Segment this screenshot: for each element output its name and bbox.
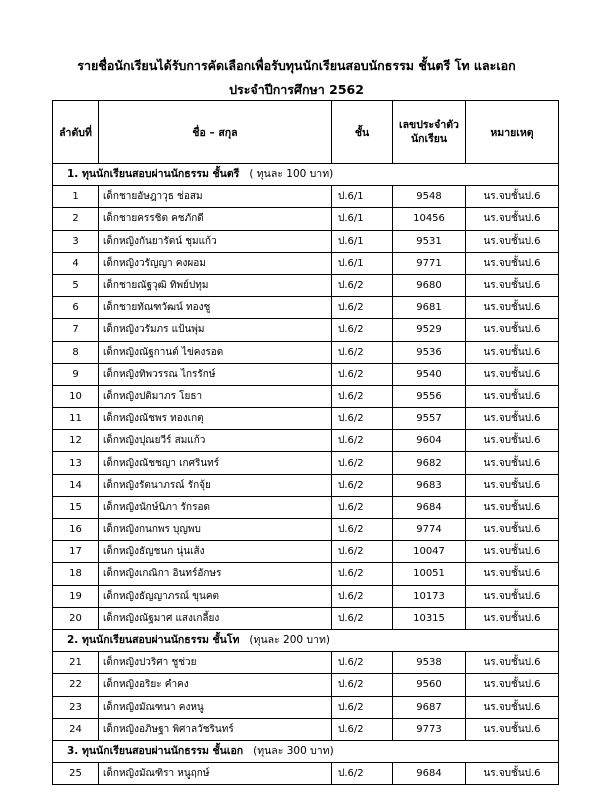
- section-title: 3. ทุนนักเรียนสอบผ่านนักธรรม ชั้นเอก: [67, 744, 244, 757]
- table-row: [53, 519, 559, 541]
- cell-note: นร.จบชั้นป.6: [466, 208, 559, 230]
- cell-no: 11: [53, 408, 99, 430]
- cell-name: เด็กชายอัษฎาวุธ ช่อสม: [99, 186, 332, 208]
- table-row: [53, 297, 559, 319]
- cell-student-id: 10173: [393, 585, 466, 607]
- cell-student-id: 9680: [393, 274, 466, 296]
- cell-note: นร.จบชั้นป.6: [466, 652, 559, 674]
- table-row: [53, 763, 559, 785]
- table-row: [53, 674, 559, 696]
- cell-name: เด็กหญิงปติมาภร โยธา: [99, 385, 332, 407]
- cell-no: 22: [53, 674, 99, 696]
- cell-class: ป.6/2: [332, 430, 393, 452]
- cell-student-id: 9557: [393, 408, 466, 430]
- cell-class: ป.6/2: [332, 718, 393, 740]
- cell-name: เด็กหญิงณัชชญา เกศรินทร์: [99, 452, 332, 474]
- cell-name: เด็กหญิงรัตนาภรณ์ รักจุ้ย: [99, 474, 332, 496]
- cell-name: เด็กหญิงกันยารัตน์ ชุมแก้ว: [99, 230, 332, 252]
- cell-name: เด็กหญิงวรัมภร แป้นพุ่ม: [99, 319, 332, 341]
- cell-class: ป.6/2: [332, 274, 393, 296]
- header-no: ลำดับที่: [53, 101, 99, 164]
- section-title: 1. ทุนนักเรียนสอบผ่านนักธรรม ชั้นตรี: [67, 168, 240, 181]
- table-row: [53, 452, 559, 474]
- table-header-row: [53, 101, 559, 164]
- cell-student-id: 10047: [393, 541, 466, 563]
- section-title: 2. ทุนนักเรียนสอบผ่านนักธรรม ชั้นโท: [67, 634, 240, 647]
- cell-note: นร.จบชั้นป.6: [466, 252, 559, 274]
- document-subtitle: ประจำปีการศึกษา 2562: [229, 82, 364, 97]
- table-row: [53, 585, 559, 607]
- cell-class: ป.6/2: [332, 385, 393, 407]
- cell-no: 3: [53, 230, 99, 252]
- cell-name: เด็กหญิงธัญชนก นุ่นเส้ง: [99, 541, 332, 563]
- cell-class: ป.6/2: [332, 696, 393, 718]
- table-row: [53, 541, 559, 563]
- cell-name: เด็กชายทัณฑวัฒน์ ทองชู: [99, 297, 332, 319]
- cell-no: 2: [53, 208, 99, 230]
- cell-name: เด็กหญิงมัณฑนา คงหนู: [99, 696, 332, 718]
- cell-student-id: 9771: [393, 252, 466, 274]
- table-row: [53, 430, 559, 452]
- header-note: หมายเหตุ: [466, 101, 559, 164]
- cell-note: นร.จบชั้นป.6: [466, 607, 559, 629]
- cell-no: 14: [53, 474, 99, 496]
- cell-no: 17: [53, 541, 99, 563]
- cell-name: เด็กหญิงปวริศา ชูช่วย: [99, 652, 332, 674]
- table-row: [53, 607, 559, 629]
- cell-class: ป.6/2: [332, 341, 393, 363]
- cell-no: 1: [53, 186, 99, 208]
- table-row: [53, 274, 559, 296]
- cell-class: ป.6/2: [332, 519, 393, 541]
- cell-class: ป.6/2: [332, 363, 393, 385]
- section-rate: (ทุนละ 200 บาท): [249, 634, 330, 647]
- table-row: [53, 252, 559, 274]
- cell-student-id: 9683: [393, 474, 466, 496]
- cell-no: 16: [53, 519, 99, 541]
- cell-no: 13: [53, 452, 99, 474]
- cell-no: 10: [53, 385, 99, 407]
- cell-class: ป.6/2: [332, 607, 393, 629]
- cell-note: นร.จบชั้นป.6: [466, 319, 559, 341]
- cell-student-id: 9773: [393, 718, 466, 740]
- cell-no: 4: [53, 252, 99, 274]
- table-row: [53, 718, 559, 740]
- cell-student-id: 9684: [393, 763, 466, 785]
- table-row: [53, 363, 559, 385]
- section-heading: [53, 629, 559, 651]
- cell-class: ป.6/2: [332, 452, 393, 474]
- cell-note: นร.จบชั้นป.6: [466, 297, 559, 319]
- cell-note: นร.จบชั้นป.6: [466, 496, 559, 518]
- cell-class: ป.6/2: [332, 652, 393, 674]
- document-title: รายชื่อนักเรียนได้รับการคัดเลือกเพื่อรับทุนนักเรียนสอบนักธรรม ชั้นตรี โท และเอก: [77, 58, 516, 73]
- cell-student-id: 9604: [393, 430, 466, 452]
- header-name: ชื่อ – สกุล: [99, 101, 332, 164]
- cell-class: ป.6/2: [332, 585, 393, 607]
- table-row: [53, 408, 559, 430]
- cell-class: ป.6/1: [332, 252, 393, 274]
- cell-note: นร.จบชั้นป.6: [466, 452, 559, 474]
- cell-note: นร.จบชั้นป.6: [466, 363, 559, 385]
- header-student-id: เลขประจำตัวนักเรียน: [393, 101, 466, 164]
- cell-student-id: 10456: [393, 208, 466, 230]
- table-row: [53, 696, 559, 718]
- cell-no: 23: [53, 696, 99, 718]
- table-row: [53, 230, 559, 252]
- cell-name: เด็กหญิงปุณยวีร์ สมแก้ว: [99, 430, 332, 452]
- cell-student-id: 9774: [393, 519, 466, 541]
- table-row: [53, 208, 559, 230]
- cell-no: 18: [53, 563, 99, 585]
- cell-note: นร.จบชั้นป.6: [466, 519, 559, 541]
- cell-student-id: 10315: [393, 607, 466, 629]
- scholarship-table: [52, 100, 559, 785]
- cell-note: นร.จบชั้นป.6: [466, 430, 559, 452]
- cell-note: นร.จบชั้นป.6: [466, 274, 559, 296]
- table-row: [53, 474, 559, 496]
- cell-note: นร.จบชั้นป.6: [466, 186, 559, 208]
- cell-name: เด็กหญิงนักษ์นิภา รักรอด: [99, 496, 332, 518]
- cell-no: 25: [53, 763, 99, 785]
- cell-no: 7: [53, 319, 99, 341]
- cell-no: 9: [53, 363, 99, 385]
- table-row: [53, 341, 559, 363]
- table-row: [53, 652, 559, 674]
- cell-student-id: 9540: [393, 363, 466, 385]
- section-rate: ( ทุนละ 100 บาท): [249, 168, 334, 181]
- cell-student-id: 9531: [393, 230, 466, 252]
- table-row: [53, 319, 559, 341]
- cell-note: นร.จบชั้นป.6: [466, 563, 559, 585]
- cell-class: ป.6/2: [332, 674, 393, 696]
- cell-note: นร.จบชั้นป.6: [466, 474, 559, 496]
- cell-student-id: 9684: [393, 496, 466, 518]
- cell-no: 20: [53, 607, 99, 629]
- cell-student-id: 9681: [393, 297, 466, 319]
- cell-class: ป.6/2: [332, 541, 393, 563]
- cell-name: เด็กชายครรชิต คชภักดี: [99, 208, 332, 230]
- cell-note: นร.จบชั้นป.6: [466, 674, 559, 696]
- header-class: ชั้น: [332, 101, 393, 164]
- cell-name: เด็กหญิงณัฐกานต์ ไข่คงรอด: [99, 341, 332, 363]
- cell-no: 6: [53, 297, 99, 319]
- cell-no: 8: [53, 341, 99, 363]
- cell-student-id: 9682: [393, 452, 466, 474]
- cell-name: เด็กหญิงมัณฑิรา หนูฤกษ์: [99, 763, 332, 785]
- cell-class: ป.6/2: [332, 496, 393, 518]
- cell-student-id: 9529: [393, 319, 466, 341]
- section-heading: [53, 164, 559, 186]
- cell-no: 15: [53, 496, 99, 518]
- cell-no: 5: [53, 274, 99, 296]
- cell-student-id: 10051: [393, 563, 466, 585]
- section-rate: (ทุนละ 300 บาท): [253, 744, 334, 757]
- cell-class: ป.6/1: [332, 186, 393, 208]
- cell-name: เด็กหญิงกนกพร บุญพบ: [99, 519, 332, 541]
- section-heading-row: [53, 164, 559, 186]
- cell-name: เด็กหญิงทิพวรรณ ไกรรักษ์: [99, 363, 332, 385]
- section-heading-row: [53, 740, 559, 762]
- section-heading: [53, 740, 559, 762]
- cell-class: ป.6/2: [332, 408, 393, 430]
- cell-name: เด็กหญิงธัญญาภรณ์ ขุนคต: [99, 585, 332, 607]
- cell-class: ป.6/1: [332, 208, 393, 230]
- cell-no: 12: [53, 430, 99, 452]
- cell-note: นร.จบชั้นป.6: [466, 341, 559, 363]
- cell-class: ป.6/2: [332, 319, 393, 341]
- cell-class: ป.6/2: [332, 563, 393, 585]
- table-row: [53, 385, 559, 407]
- cell-class: ป.6/1: [332, 230, 393, 252]
- cell-student-id: 9548: [393, 186, 466, 208]
- cell-class: ป.6/2: [332, 297, 393, 319]
- cell-no: 19: [53, 585, 99, 607]
- cell-student-id: 9556: [393, 385, 466, 407]
- cell-note: นร.จบชั้นป.6: [466, 385, 559, 407]
- cell-name: เด็กหญิงณัชพร ทองเกตุ: [99, 408, 332, 430]
- cell-note: นร.จบชั้นป.6: [466, 718, 559, 740]
- cell-student-id: 9536: [393, 341, 466, 363]
- cell-note: นร.จบชั้นป.6: [466, 585, 559, 607]
- cell-note: นร.จบชั้นป.6: [466, 408, 559, 430]
- cell-student-id: 9560: [393, 674, 466, 696]
- cell-student-id: 9687: [393, 696, 466, 718]
- cell-note: นร.จบชั้นป.6: [466, 230, 559, 252]
- cell-name: เด็กชายณัฐวุฒิ ทิพย์ปทุม: [99, 274, 332, 296]
- cell-student-id: 9538: [393, 652, 466, 674]
- cell-name: เด็กหญิงเกณิกา อินทร์อักษร: [99, 563, 332, 585]
- cell-class: ป.6/2: [332, 474, 393, 496]
- table-row: [53, 563, 559, 585]
- cell-name: เด็กหญิงณัฐมาศ แสงเกลี้ยง: [99, 607, 332, 629]
- cell-name: เด็กหญิงอริยะ คำคง: [99, 674, 332, 696]
- table-row: [53, 186, 559, 208]
- cell-no: 24: [53, 718, 99, 740]
- cell-no: 21: [53, 652, 99, 674]
- cell-note: นร.จบชั้นป.6: [466, 763, 559, 785]
- section-heading-row: [53, 629, 559, 651]
- cell-name: เด็กหญิงวรัญญา คงผอม: [99, 252, 332, 274]
- cell-class: ป.6/2: [332, 763, 393, 785]
- table-row: [53, 496, 559, 518]
- cell-name: เด็กหญิงอภิษฐา พิศาลวัชรินทร์: [99, 718, 332, 740]
- cell-note: นร.จบชั้นป.6: [466, 541, 559, 563]
- cell-note: นร.จบชั้นป.6: [466, 696, 559, 718]
